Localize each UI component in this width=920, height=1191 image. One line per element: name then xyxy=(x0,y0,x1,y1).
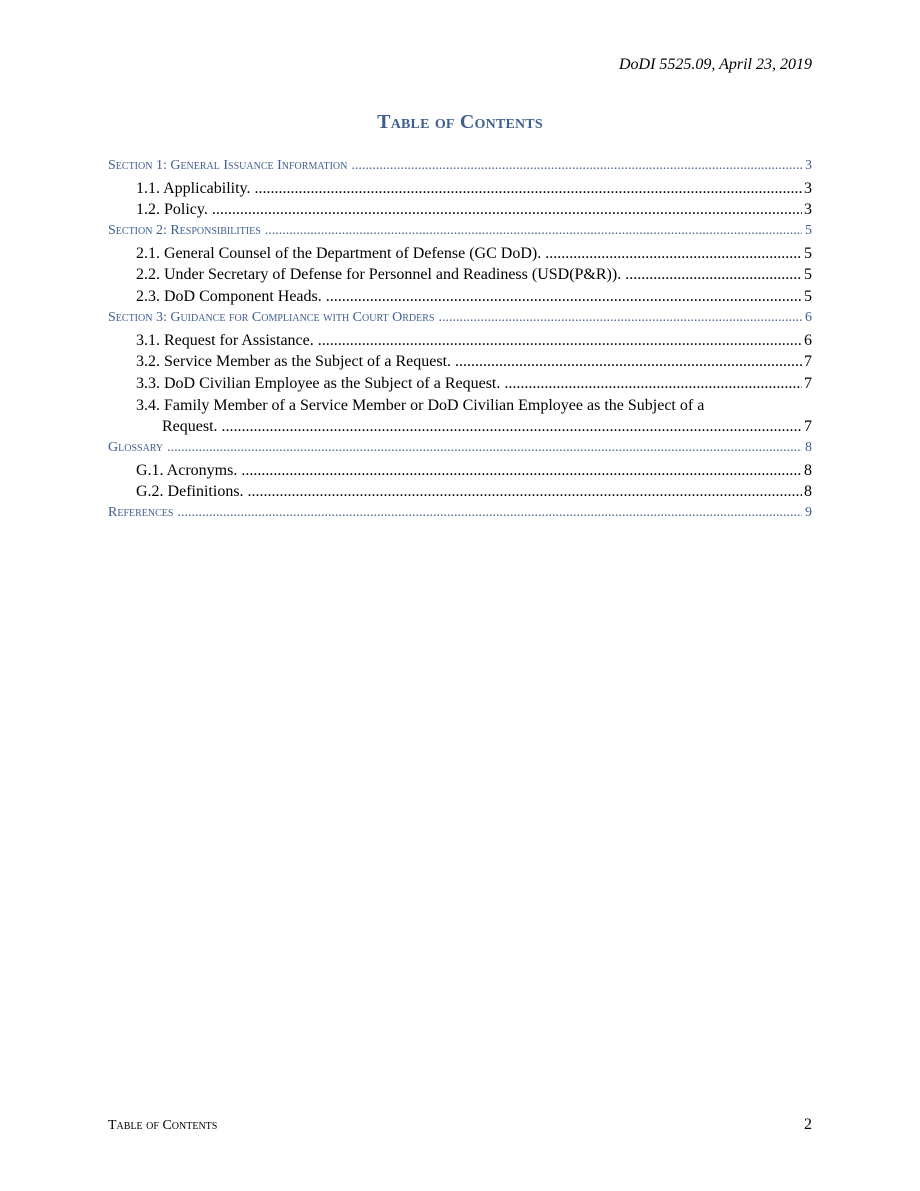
footer-page-number: 2 xyxy=(804,1116,812,1133)
toc-leader-dots xyxy=(222,418,802,436)
toc-entry-1-2[interactable] xyxy=(108,201,812,223)
toc-entry-page: 3 xyxy=(804,179,812,197)
toc-entry-label: Section 2: Responsibilities xyxy=(108,223,261,239)
toc-entry-page: 6 xyxy=(804,331,812,349)
toc-leader-dots xyxy=(455,353,802,371)
toc-entry-label: Glossary xyxy=(108,439,164,455)
toc-entry-references[interactable] xyxy=(108,505,812,527)
toc-entry-page: 5 xyxy=(804,266,812,284)
toc-leader-dots xyxy=(248,483,802,501)
toc-entry-label: 3.3. DoD Civilian Employee as the Subject of a Request. xyxy=(136,374,501,392)
toc-entry-2-2[interactable] xyxy=(108,266,812,288)
toc-entry-label: 3.4. Family Member of a Service Member or DoD Civilian Employee as the Subject of a xyxy=(136,396,705,414)
toc-leader-dots xyxy=(167,440,802,456)
toc-entry-section-1[interactable] xyxy=(108,158,812,180)
toc-entry-label: Section 3: Guidance for Compliance with Court Orders xyxy=(108,309,435,325)
toc-entry-label: 2.2. Under Secretary of Defense for Personnel and Readiness (USD(P&R)). xyxy=(136,266,622,284)
table-of-contents xyxy=(108,158,812,527)
toc-entry-label: 1.1. Applicability. xyxy=(136,179,251,197)
toc-leader-dots xyxy=(326,288,802,306)
toc-leader-dots xyxy=(241,462,802,480)
toc-entry-3-2[interactable] xyxy=(108,353,812,375)
toc-entry-label-continuation: Request. xyxy=(162,418,218,436)
toc-entry-3-1[interactable] xyxy=(108,332,812,354)
toc-entry-page: 3 xyxy=(804,201,812,219)
toc-entry-label: G.1. Acronyms. xyxy=(136,461,238,479)
toc-entry-page: 7 xyxy=(804,374,812,392)
toc-entry-3-4[interactable] xyxy=(108,397,812,419)
toc-entry-page: 3 xyxy=(805,158,812,173)
toc-entry-g-1[interactable] xyxy=(108,462,812,484)
toc-entry-3-3[interactable] xyxy=(108,375,812,397)
toc-leader-dots xyxy=(438,310,802,326)
toc-leader-dots xyxy=(351,158,802,174)
toc-leader-dots xyxy=(177,505,802,521)
toc-entry-page: 9 xyxy=(805,505,812,520)
toc-title: Table of Contents xyxy=(377,111,543,133)
toc-leader-dots xyxy=(625,266,802,284)
toc-entry-page: 7 xyxy=(804,353,812,371)
toc-entry-2-1[interactable] xyxy=(108,245,812,267)
toc-entry-3-4-continuation[interactable] xyxy=(108,418,812,440)
toc-leader-dots xyxy=(318,332,802,350)
toc-entry-page: 8 xyxy=(805,439,812,455)
toc-entry-glossary[interactable] xyxy=(108,440,812,462)
toc-leader-dots xyxy=(255,180,802,198)
toc-entry-1-1[interactable] xyxy=(108,180,812,202)
toc-entry-2-3[interactable] xyxy=(108,288,812,310)
toc-leader-dots xyxy=(545,245,802,263)
toc-entry-g-2[interactable] xyxy=(108,483,812,505)
toc-entry-label: Section 1: General Issuance Information xyxy=(108,158,348,173)
document-header: DoDI 5525.09, April 23, 2019 xyxy=(618,56,812,73)
toc-entry-page: 5 xyxy=(804,288,812,306)
toc-entry-page: 5 xyxy=(804,244,812,262)
toc-entry-label: 1.2. Policy. xyxy=(136,201,208,219)
toc-entry-label: G.2. Definitions. xyxy=(136,483,244,501)
toc-entry-page: 5 xyxy=(805,223,812,239)
toc-leader-dots xyxy=(212,201,802,219)
toc-entry-label: 3.2. Service Member as the Subject of a Request. xyxy=(136,353,452,371)
toc-entry-label: 2.3. DoD Component Heads. xyxy=(136,288,322,306)
toc-entry-label: References xyxy=(108,505,174,520)
toc-entry-section-3[interactable] xyxy=(108,310,812,332)
footer-section-name: Table of Contents xyxy=(108,1118,218,1133)
toc-entry-section-2[interactable] xyxy=(108,223,812,245)
toc-entry-page: 8 xyxy=(804,483,812,501)
toc-entry-page: 7 xyxy=(804,418,812,436)
toc-entry-page: 6 xyxy=(805,309,812,325)
toc-leader-dots xyxy=(504,375,802,393)
toc-entry-label: 3.1. Request for Assistance. xyxy=(136,331,314,349)
toc-entry-page: 8 xyxy=(804,461,812,479)
toc-leader-dots xyxy=(265,223,802,239)
toc-entry-label: 2.1. General Counsel of the Department of Defense (GC DoD). xyxy=(136,244,542,262)
